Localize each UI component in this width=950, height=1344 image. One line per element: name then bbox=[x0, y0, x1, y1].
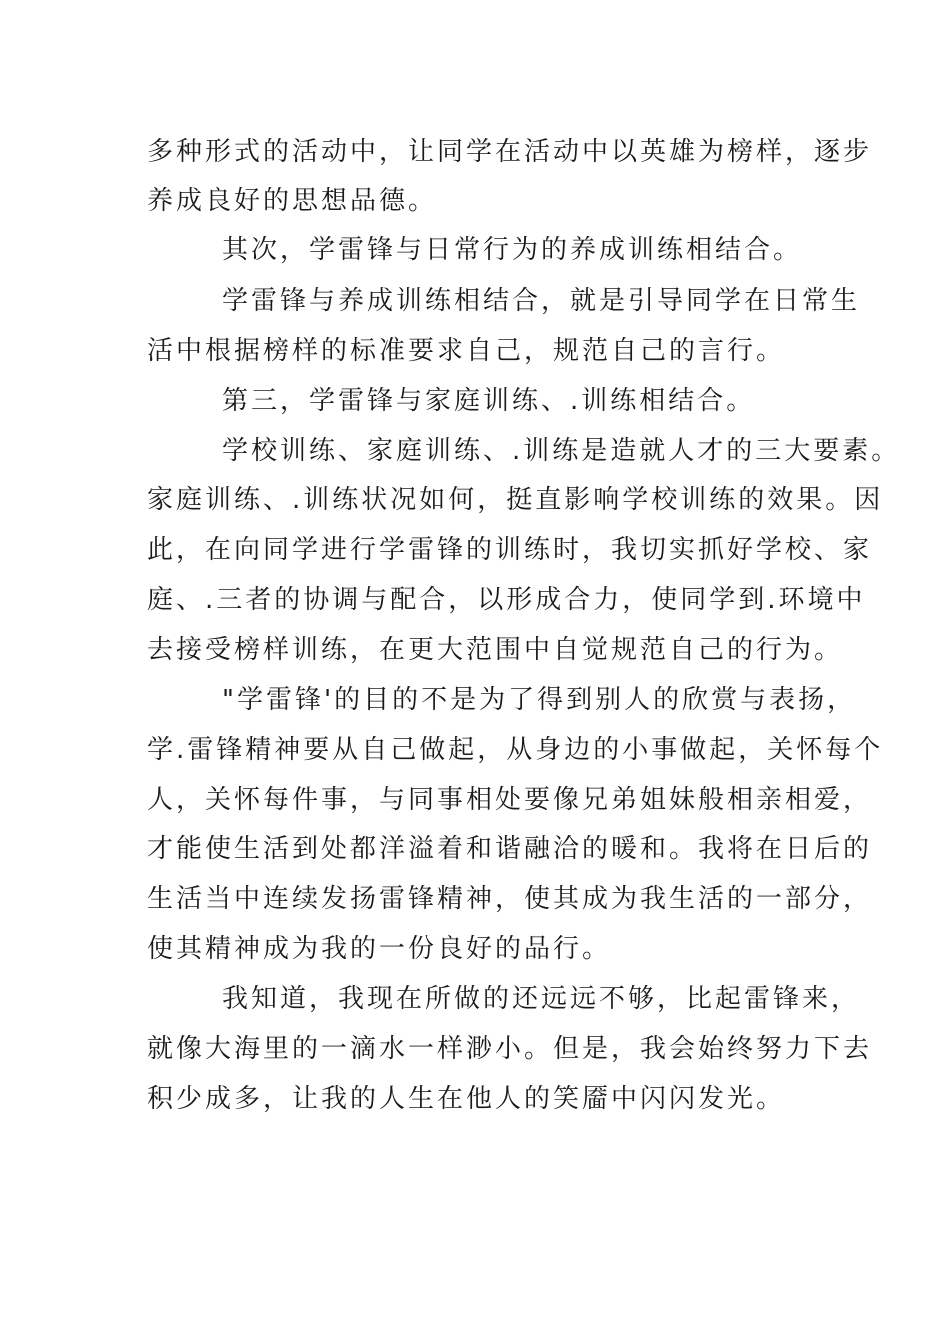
text-line: 使其精神成为我的一份良好的品行。 bbox=[147, 934, 612, 964]
text-line: 生活当中连续发扬雷锋精神，使其成为我生活的一部分， bbox=[147, 884, 873, 914]
text-line: 活中根据榜样的标准要求自己，规范自己的言行。 bbox=[147, 336, 786, 366]
text-line: 学雷锋与养成训练相结合，就是引导同学在日常生 bbox=[222, 286, 861, 316]
text-line: 多种形式的活动中，让同学在活动中以英雄为榜样，逐步 bbox=[147, 137, 873, 167]
text-line: 学.雷锋精神要从自己做起，从身边的小事做起，关怀每个 bbox=[147, 735, 884, 765]
text-line: 积少成多，让我的人生在他人的笑靥中闪闪发光。 bbox=[147, 1084, 786, 1114]
text-line: 人，关怀每件事，与同事相处要像兄弟姐妹般相亲相爱， bbox=[147, 785, 873, 815]
text-line: 家庭训练、.训练状况如何，挺直影响学校训练的效果。因 bbox=[147, 485, 884, 515]
text-line: 我知道，我现在所做的还远远不够，比起雷锋来， bbox=[222, 984, 861, 1014]
text-line: 其次，学雷锋与日常行为的养成训练相结合。 bbox=[222, 235, 803, 265]
text-line: 才能使生活到处都洋溢着和谐融洽的暖和。我将在日后的 bbox=[147, 834, 873, 864]
text-line: 学校训练、家庭训练、.训练是造就人才的三大要素。 bbox=[222, 436, 901, 466]
text-line: 庭、.三者的协调与配合，以形成合力，使同学到.环境中 bbox=[147, 585, 866, 615]
text-line: "学雷锋'的目的不是为了得到别人的欣赏与表扬， bbox=[222, 685, 857, 715]
text-line: 养成良好的思想品德。 bbox=[147, 186, 438, 216]
text-line: 此，在向同学进行学雷锋的训练时，我切实抓好学校、家 bbox=[147, 535, 873, 565]
text-line: 就像大海里的一滴水一样渺小。但是，我会始终努力下去 bbox=[147, 1034, 873, 1064]
text-line: 去接受榜样训练，在更大范围中自觉规范自己的行为。 bbox=[147, 635, 844, 665]
text-line: 第三，学雷锋与家庭训练、.训练相结合。 bbox=[222, 386, 756, 416]
